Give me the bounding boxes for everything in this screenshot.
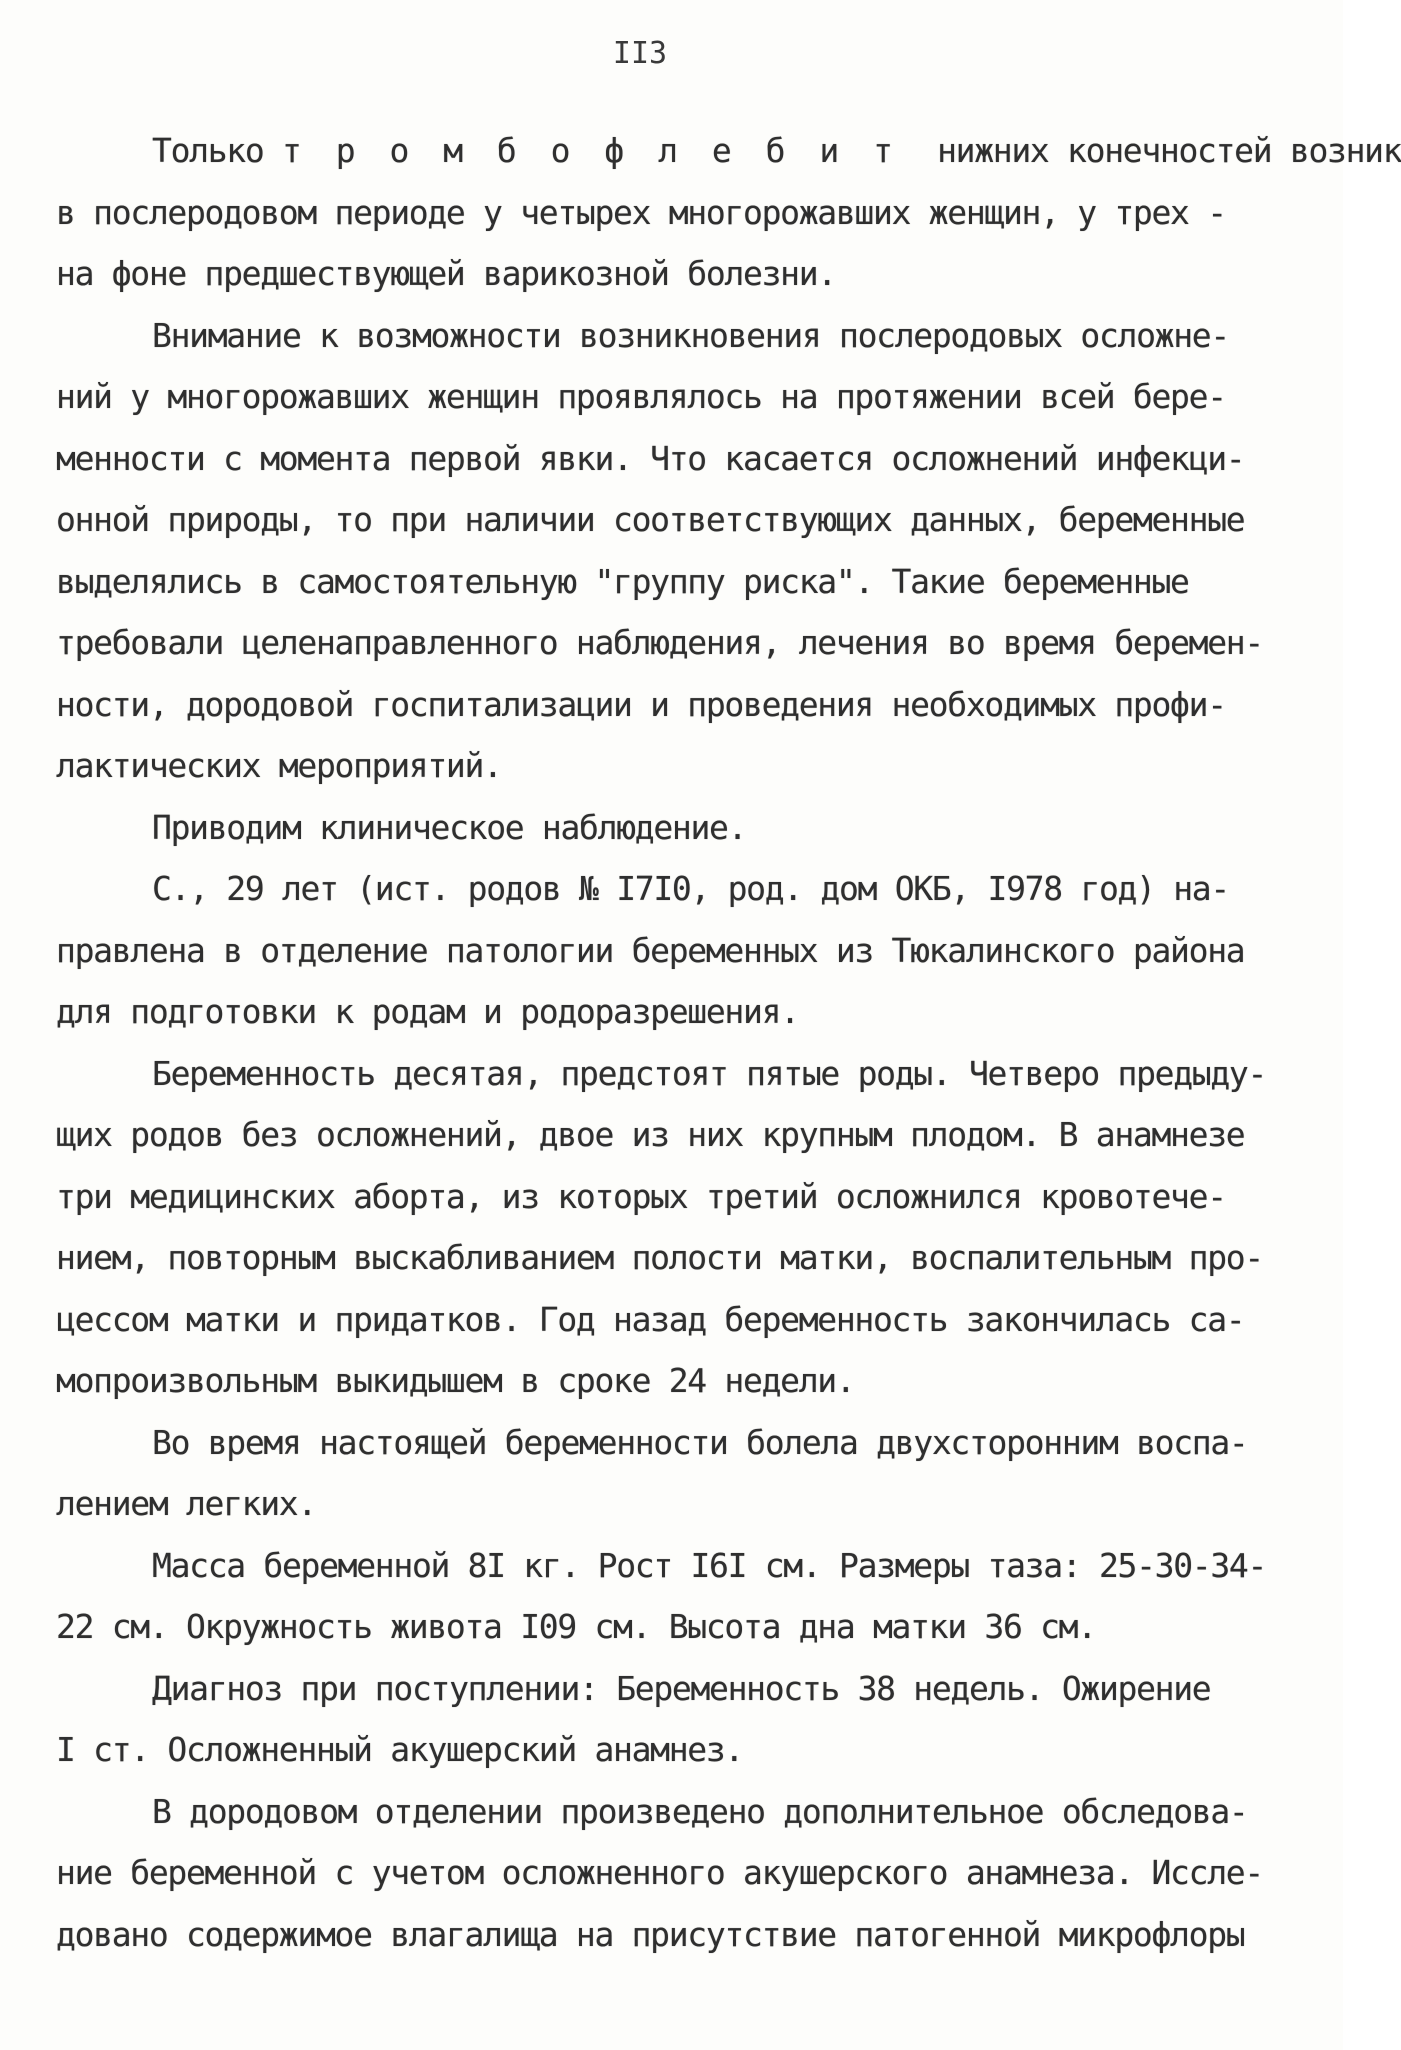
text-line: Приводим клиническое наблюдение. (152, 807, 747, 847)
text-line: мопроизвольным выкидышем в сроке 24 недели. (56, 1361, 855, 1400)
text-line: Диагноз при поступлении: Беременность 38 недель. Ожирение (152, 1668, 1211, 1708)
paragraph-4 (56, 858, 1286, 1043)
text-line (56, 120, 1401, 182)
text-line: ний у многорожавших женщин проявлялось на протяжении всей бере- (56, 377, 1226, 416)
text-line: щих родов без осложнений, двое из них крупным плодом. В анамнезе (56, 1115, 1245, 1154)
paragraph-6 (56, 1412, 1286, 1535)
paragraph-1 (56, 120, 1401, 305)
paragraph-8 (56, 1658, 1286, 1781)
text-line: ности, дородовой госпитализации и проведения необходимых профи- (56, 684, 1226, 724)
text-line: 22 см. Окружность живота I09 см. Высота дна матки 36 см. (56, 1607, 1096, 1646)
text-line: Во время настоящей беременности болела двухсторонним воспа- (152, 1422, 1248, 1462)
text-line: правлена в отделение патологии беременных из Тюкалинского района (56, 930, 1245, 970)
text-line: на фоне предшествующей варикозной болезни. (56, 254, 836, 293)
body-text (56, 120, 1401, 1965)
text-line: менности с момента первой явки. Что касается осложнений инфекци- (56, 438, 1245, 478)
text-line: нием, повторным выскабливанием полости матки, воспалительным про- (56, 1238, 1263, 1277)
text-line: Масса беременной 8I кг. Рост I6I см. Размеры таза: 25-30-34- (152, 1545, 1267, 1585)
text-line: требовали целенаправленного наблюдения, лечения во время беремен- (56, 623, 1263, 662)
text-line: Беременность десятая, предстоят пятые роды. Четверо предыду- (152, 1053, 1267, 1093)
text-line: лактических мероприятий. (56, 746, 502, 785)
text-segment: Только (152, 131, 282, 170)
text-line: для подготовки к родам и родоразрешения. (56, 992, 799, 1031)
paragraph-5 (56, 1043, 1286, 1412)
page-number: II3 (612, 36, 668, 71)
spaced-term: т р о м б о ф л е б и т (281, 131, 900, 170)
text-line: выделялись в самостоятельную "группу риска". Такие беременные (56, 561, 1189, 601)
paragraph-2 (56, 305, 1286, 797)
text-line: довано содержимое влагалища на присутствие патогенной микрофлоры (56, 1914, 1245, 1954)
paragraph-7 (56, 1535, 1286, 1658)
text-line: лением легких. (56, 1484, 316, 1523)
text-line: онной природы, то при наличии соответствующих данных, беременные (56, 500, 1245, 539)
text-line: В дородовом отделении произведено дополнительное обследова- (152, 1791, 1248, 1831)
paragraph-9 (56, 1781, 1286, 1966)
text-segment: нижних конечностей возник (899, 131, 1401, 170)
text-line: в послеродовом периоде у четырех многорожавших женщин, у трех - (56, 192, 1226, 232)
paragraph-3 (56, 797, 1286, 859)
text-line: три медицинских аборта, из которых третий осложнился кровотече- (56, 1176, 1226, 1216)
text-line: ние беременной с учетом осложненного акушерского анамнеза. Иссле- (56, 1853, 1263, 1892)
text-line: цессом матки и придатков. Год назад беременность закончилась са- (56, 1299, 1245, 1339)
text-line: I ст. Осложненный акушерский анамнез. (56, 1730, 744, 1769)
text-line: Внимание к возможности возникновения послеродовых осложне- (152, 315, 1229, 355)
text-line: С., 29 лет (ист. родов № I7I0, род. дом ОКБ, I978 год) на- (152, 869, 1229, 908)
